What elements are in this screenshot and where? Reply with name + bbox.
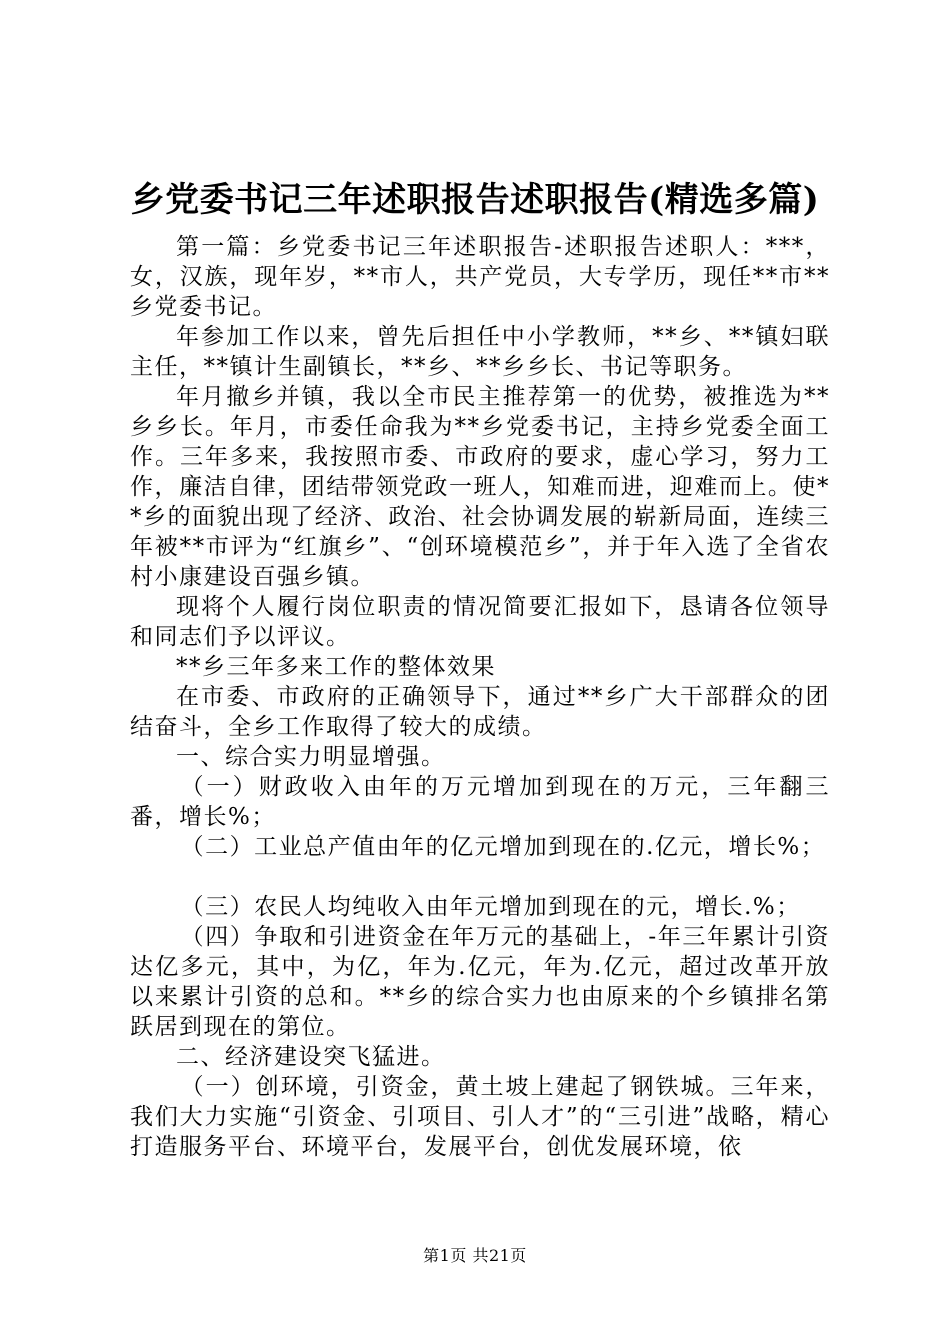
list-item: （一）创环境，引资金，黄土坡上建起了钢铁城。三年来，我们大力实施“引资金、引项目、引人才”的“三引进”战略，精心打造服务平台、环境平台，发展平台，创优发展环境，依 bbox=[130, 1074, 830, 1160]
section-heading: **乡三年多来工作的整体效果 bbox=[176, 654, 496, 680]
document-title: 乡党委书记三年述职报告述职报告(精选多篇) bbox=[130, 180, 820, 220]
paragraph: 第一篇：乡党委书记三年述职报告-述职报告述职人：***，女，汉族，现年岁，**市人，共产党员，大专学历，现任**市**乡党委书记。 bbox=[130, 234, 830, 320]
paragraph: 年月撤乡并镇，我以全市民主推荐第一的优势，被推选为**乡乡长。年月，市委任命我为**乡党委书记，主持乡党委全面工作。三年多来，我按照市委、市政府的要求，虚心学习，努力工作，廉洁自律，团结带领党政一班人，知难而进，迎难而上。使**乡的面貌出现了经济、政治、社会协调发展的崭新局面，连续三年被**市评为“红旗乡”、“创环境模范乡”，并于年入选了全省农村小康建设百强乡镇。 bbox=[130, 384, 830, 590]
paragraph: 在市委、市政府的正确领导下，通过**乡广大干部群众的团结奋斗，全乡工作取得了较大的成绩。 bbox=[130, 684, 830, 740]
list-item: （二）工业总产值由年的亿元增加到现在的.亿元，增长%； bbox=[180, 834, 826, 860]
list-item: （一）财政收入由年的万元增加到现在的万元，三年翻三番，增长%； bbox=[130, 774, 830, 830]
list-item: （三）农民人均纯收入由年元增加到现在的元，增长.%； bbox=[180, 894, 801, 920]
paragraph: 现将个人履行岗位职责的情况简要汇报如下，恳请各位领导和同志们予以评议。 bbox=[130, 594, 830, 650]
paragraph: 年参加工作以来，曾先后担任中小学教师，**乡、**镇妇联主任，**镇计生副镇长，**乡、**乡乡长、书记等职务。 bbox=[130, 324, 830, 380]
document-body bbox=[130, 232, 830, 1162]
section-heading: 一、综合实力明显增强。 bbox=[176, 744, 446, 770]
list-item: （四）争取和引进资金在年万元的基础上，-年三年累计引资达亿多元，其中，为亿，年为.亿元，年为.亿元，超过改革开放以来累计引资的总和。**乡的综合实力也由原来的个乡镇排名第跃居到现在的第位。 bbox=[130, 924, 830, 1040]
page-footer: 第1页 共21页 bbox=[423, 1246, 527, 1265]
section-heading: 二、经济建设突飞猛进。 bbox=[176, 1044, 446, 1070]
blank-line bbox=[130, 862, 830, 892]
